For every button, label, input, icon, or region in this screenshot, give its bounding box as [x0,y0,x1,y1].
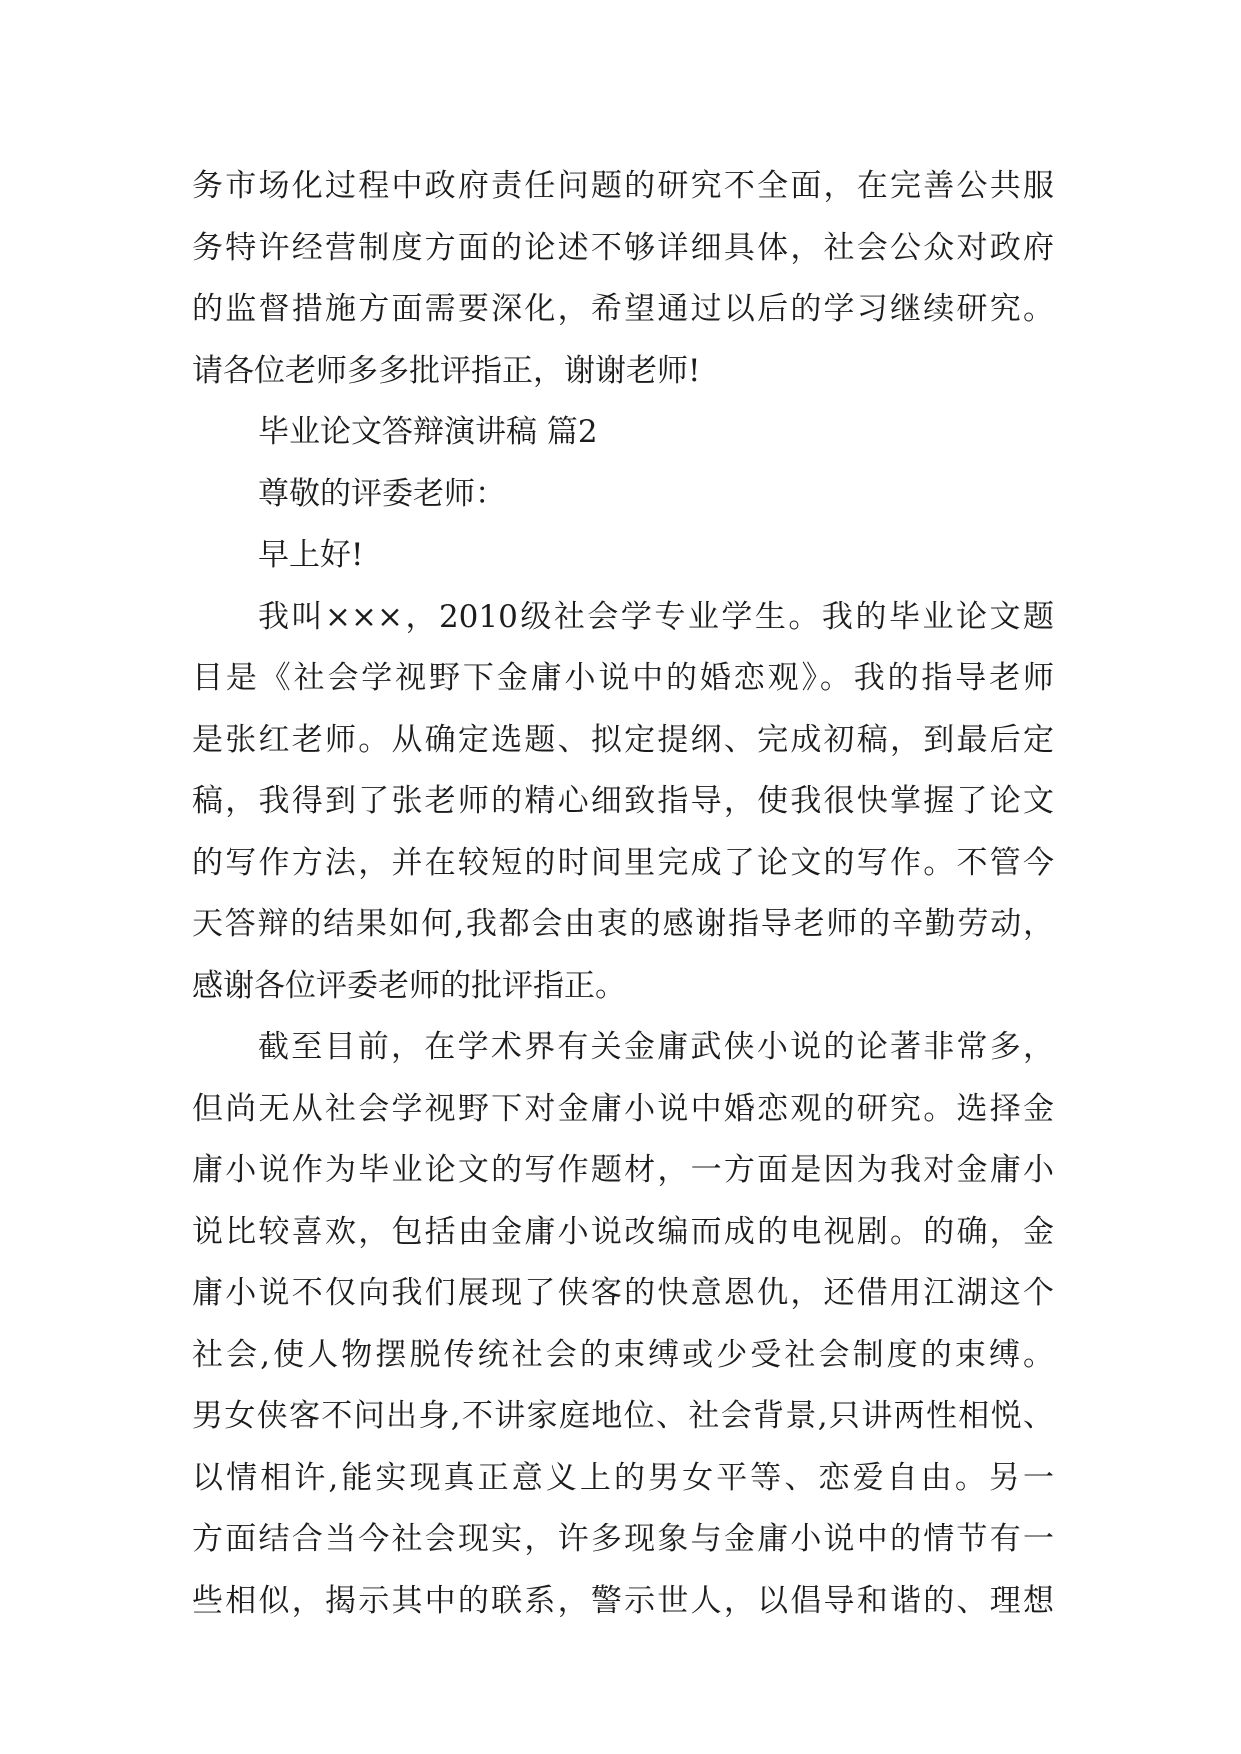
text-line: 务特许经营制度方面的论述不够详细具体，社会公众对政府 [192,229,1054,266]
text-line: 的写作方法，并在较短的时间里完成了论文的写作。不管今 [192,844,1054,881]
text-line: 但尚无从社会学视野下对金庸小说中婚恋观的研究。选择金 [192,1090,1054,1127]
text-line: 的监督措施方面需要深化，希望通过以后的学习继续研究。 [192,291,1054,327]
text-line: 庸小说作为毕业论文的写作题材，一方面是因为我对金庸小 [192,1152,1054,1188]
text-line: 早上好! [258,537,364,573]
text-line: 以情相许,能实现真正意义上的男女平等、恋爱自由。另一 [192,1459,1054,1496]
text-line: 稿，我得到了张老师的精心细致指导，使我很快掌握了论文 [192,783,1054,819]
text-line: 庸小说不仅向我们展现了侠客的快意恩仇，还借用江湖这个 [192,1275,1054,1311]
text-line: 目是《社会学视野下金庸小说中的婚恋观》。我的指导老师 [192,660,1054,696]
text-line: 我叫×××，2010级社会学专业学生。我的毕业论文题 [258,598,1054,635]
text-line: 社会,使人物摆脱传统社会的束缚或少受社会制度的束缚。 [192,1336,1054,1373]
text-line: 方面结合当今社会现实，许多现象与金庸小说中的情节有一 [192,1521,1054,1557]
text-line: 是张红老师。从确定选题、拟定提纲、完成初稿，到最后定 [192,721,1054,758]
text-line: 男女侠客不问出身,不讲家庭地位、社会背景,只讲两性相悦、 [192,1398,1054,1434]
text-line: 些相似，揭示其中的联系，警示世人，以倡导和谐的、理想 [192,1582,1054,1619]
text-line: 请各位老师多多批评指正，谢谢老师! [192,352,701,389]
text-line: 毕业论文答辩演讲稿 篇2 [258,414,598,450]
text-line: 截至目前，在学术界有关金庸武侠小说的论著非常多， [258,1029,1054,1065]
text-line: 务市场化过程中政府责任问题的研究不全面，在完善公共服 [192,168,1054,204]
text-line: 感谢各位评委老师的批评指正。 [192,967,626,1004]
text-line: 说比较喜欢，包括由金庸小说改编而成的电视剧。的确，金 [192,1213,1054,1250]
body-text [192,156,1054,1632]
text-line: 天答辩的结果如何,我都会由衷的感谢指导老师的辛勤劳动， [192,906,1054,942]
text-line: 尊敬的评委老师： [258,475,506,512]
